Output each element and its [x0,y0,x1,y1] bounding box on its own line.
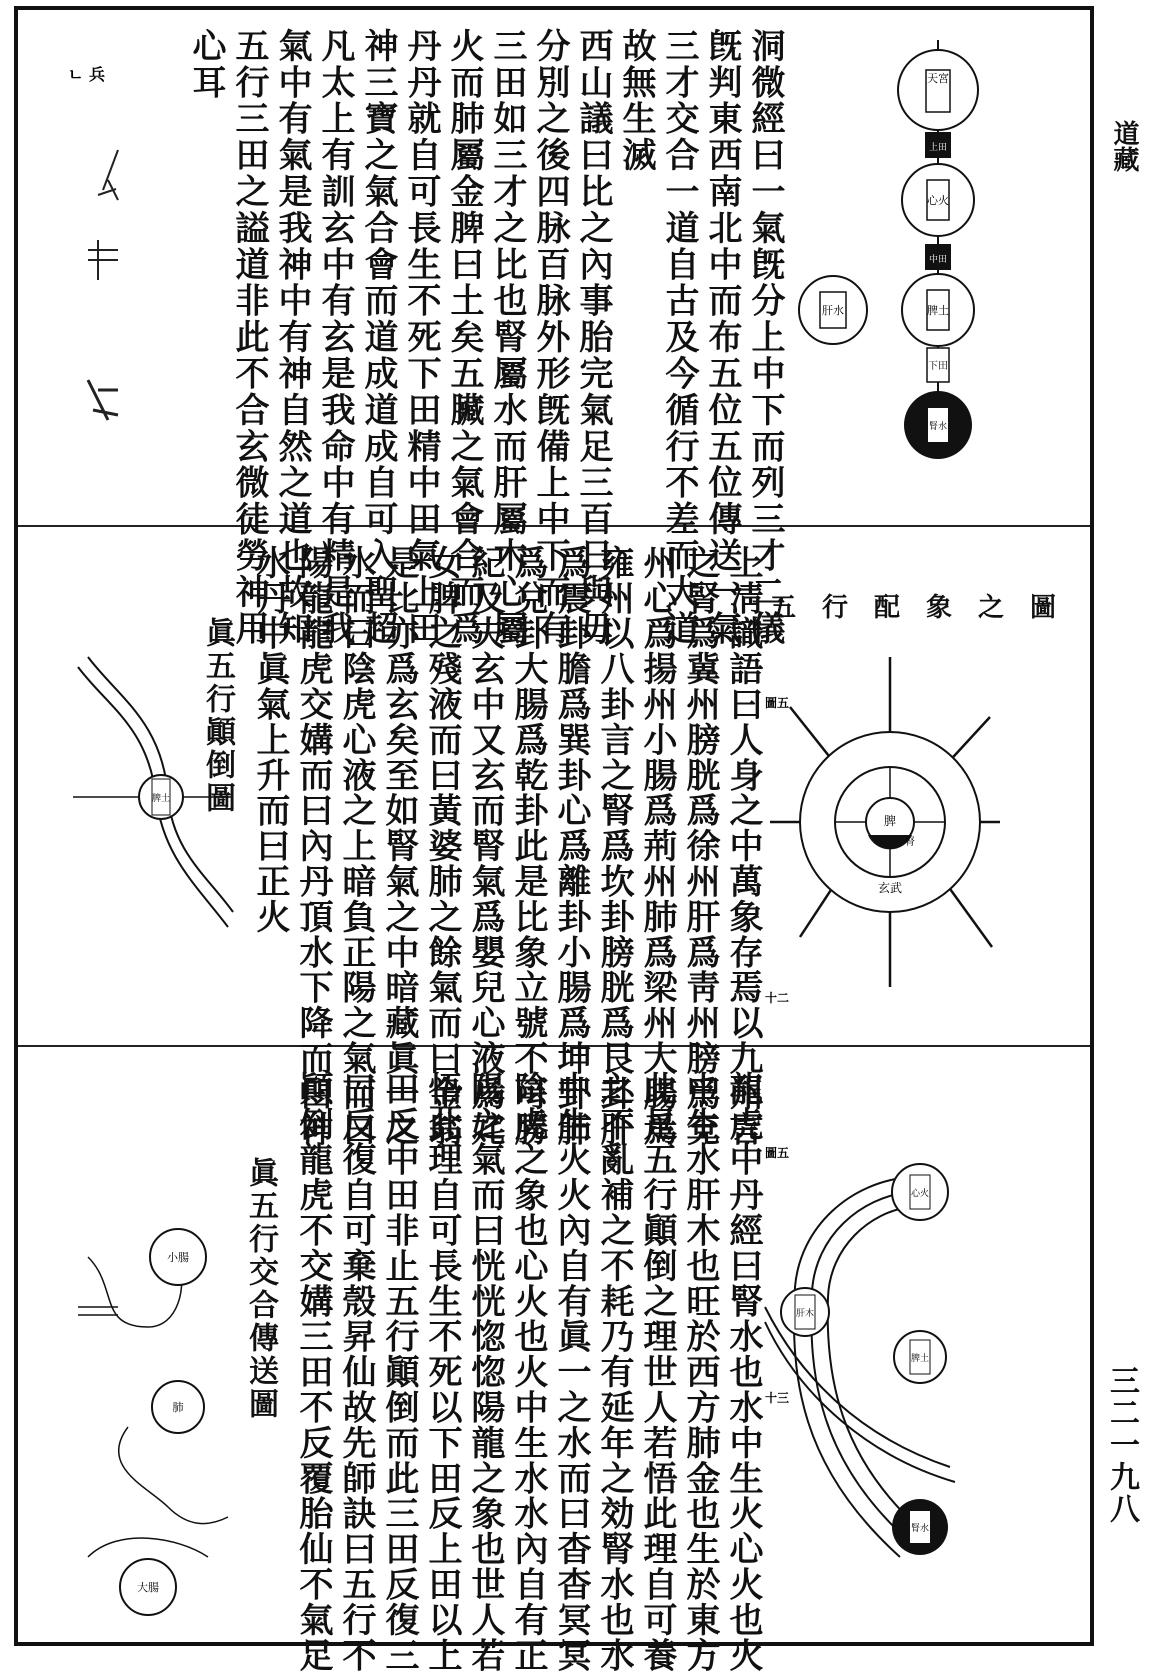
center-label: 脾 [883,814,897,828]
text-column: 三田如三才之比也腎屬水而肝屬木心屬 [487,28,527,647]
node-label: 脾土 [927,304,949,317]
text-column: 悟此理自可長生不死以下田反上田以上 [422,1071,462,1673]
text-column: 分別之後四脉百脉外形旣備上中下而有 [530,28,570,647]
text-column: 三才交合一道自古及今循行不差而大道 [659,28,699,647]
text-column: 是比亦爲玄矣至如腎氣之中暗藏眞一之 [379,545,419,1147]
node-label: 腎水 [928,422,948,432]
margin-page-number: 三二一九八 [1104,1365,1139,1525]
fig-number: 圖五 [765,1146,790,1160]
liver-label: 肝木 [795,1309,815,1319]
node-label: 天宮 [927,72,949,85]
text-column: 中生水肝木也旺於西方肺金也生於東方 [680,1071,720,1673]
text-column: 陰虎之象也心火也火中生水水內自有正 [508,1071,548,1673]
fig-twelve: 十二 [765,991,790,1005]
text-column: 中生火火內自有眞一之水而曰杳杳冥冥 [551,1071,591,1673]
text-column: 心耳 [186,28,226,101]
text-column: 氣中有氣是我神中有神自然之道也故知 [272,28,312,647]
figure-caption: 眞五行交合傳送圖 [243,1157,278,1421]
figure-caption: 眞五行顚倒圖 [200,617,235,815]
text-column: 爲兌卦大腸爲乾卦此是比象立號不可勝 [508,545,548,1147]
side-node-label: 肝水 [822,304,844,317]
margin-annotations [58,50,148,470]
fig-thirteen: 十三 [765,1391,790,1405]
node-label: 心火 [927,194,949,207]
text-column: 故無生滅 [616,28,656,174]
text-column: 之不亂補之不耗乃有延年之効腎水也水 [594,1071,634,1673]
three-fields-diagram [788,30,1008,470]
text-column: 火而肺屬金脾曰土矣五臟之氣會合而爲 [444,28,484,647]
text-column: 旣判東西南北中而布五位五位傳送一氣 [702,28,742,647]
phases-transmission-figure [760,1137,1010,1617]
panel-3 [18,1047,1090,1673]
south-label: 玄武 [877,881,903,895]
spleen-label: 脾土 [910,1354,930,1364]
text-column: 州心爲揚州小腸爲荊州肺爲梁州大腸爲 [637,545,677,1147]
text-column: 曰反復自可棄殼昇仙故先師訣曰五行不 [336,1071,376,1673]
text-column: 神三寶之氣合會而道成道成自可入聖超 [358,28,398,647]
text-column: 西山議曰比之內事胎完氣足三百日與毋 [573,28,613,647]
text-column: 紀及夫玄中又玄而腎氣爲嬰兒心液爲姹 [465,545,505,1147]
svg-text:ㄴ 兵: ㄴ 兵 [68,65,106,84]
heart-label: 心火 [910,1189,930,1199]
text-column: 龍虎中丹經曰腎水也水中生火心火也火 [723,1071,763,1673]
text-column: 女脾之殘液而曰黃婆肺之餘氣而曰金翁 [422,545,462,1147]
panel-2 [18,527,1090,1147]
node-label: 小腸 [167,1251,189,1264]
margin-volume-label: 道藏 [1109,120,1139,172]
text-column: 此是五行顚倒之理世人若悟此理自可養 [637,1071,677,1673]
node-label: 脾土 [151,794,171,804]
kidney-label: 腎水 [910,1524,930,1534]
text-column: 田反中田非止五行顚倒而此三田反復三 [379,1071,419,1673]
inverted-five-phases-figure [68,627,238,977]
text-column: 洞微經曰一氣旣分上中下而列三才二儀 [745,28,785,647]
node-label: 下田 [928,361,948,372]
figure-title: 五行配象之圖 [770,593,1083,623]
text-column: 之腎爲冀州膀胱爲徐州肝爲靑州膀爲兗 [680,545,720,1147]
text-column: 五行三田之謚道非此不合玄微徒勞神用 [229,28,269,647]
five-phases-figure [760,647,1070,1005]
text-column: 水而曰陰虎心液之上暗負正陽之氣而曰 [336,545,376,1147]
text-column: 顚倒龍虎不交媾三田不反覆胎仙不氣足 [293,1071,333,1673]
kidney-label: 腎 [905,837,915,848]
text-column: 水丹中眞氣上升而曰正火 [250,545,290,935]
margin-figure [58,1137,248,1617]
text-column: 雍州以八卦言之腎爲坎卦膀胱爲艮卦肝 [594,545,634,1147]
node-label: 中田 [928,255,948,265]
node-label: 大腸 [137,1581,159,1594]
text-column: 凡太上有訓玄中有玄是我命中有精是我 [315,28,355,647]
text-column: 丹丹就自可長生不死下田精中田氣上田 [401,28,441,647]
text-column: 陽龍龍虎交媾而曰內丹頂水下降而曰神 [293,545,333,1147]
node-label: 上田 [928,143,948,153]
text-column: 上淸識語曰人身之中萬象存焉以九州言 [723,545,763,1147]
fig-number: 圖五 [765,696,790,710]
text-column: 爲震卦膽爲巽卦心爲離卦小腸爲坤卦肺 [551,545,591,1147]
node-label: 肺 [172,1401,184,1414]
text-column: 陽之氣而曰恍恍惚惚陽龍之象也世人若 [465,1071,505,1673]
